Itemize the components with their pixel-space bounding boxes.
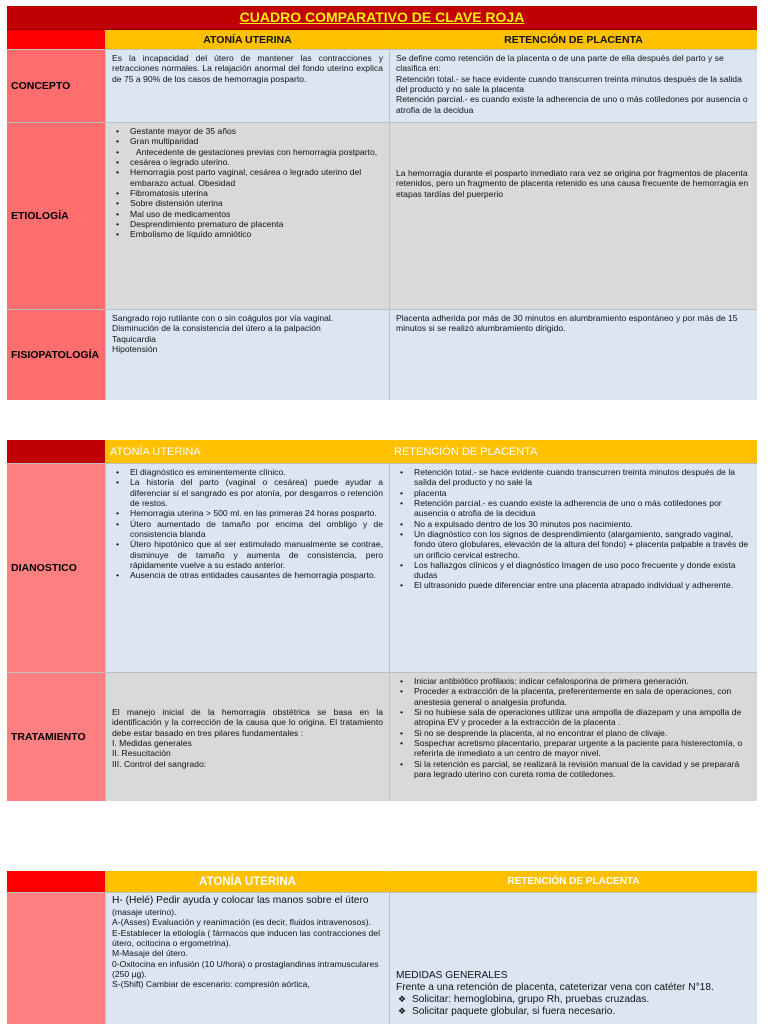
list-item: • Embolismo de líquido amniótico [112, 229, 383, 239]
hemos-line: 0-Oxitocina en infusión (10 U/hora) o prostaglandinas intramusculares (250 µg). [112, 958, 379, 979]
comparison-table-3 [7, 871, 757, 1024]
list-item: • Iniciar antibiótico profilaxis: indicar cefalosporina de primera generación. [396, 676, 751, 686]
tratamiento-atonia-intro: El manejo inicial de la hemorragia obstétrica se basa en la identificación y la corrección de la causa que lo origina. El tratamiento debe estar basado en tres pilares fundamentales : [112, 707, 383, 738]
row-label-tratamiento: TRATAMIENTO [7, 673, 106, 801]
list-item: • Útero aumentado de tamaño por encima del ombligo y de consistencia blanda [112, 519, 383, 540]
list-item: • Si la retención es parcial, se realizará la revisión manual de la cavidad y se preparará para legrado uterino con cureta roma de cotiledones. [396, 759, 751, 780]
tratamiento-pillar: III. Control del sangrado: [112, 758, 207, 769]
table-row-diagnostico [7, 464, 757, 673]
header-retencion: RETENCIÓN DE PLACENTA [507, 876, 640, 887]
hemos-line: A-(Asses) Evaluación y reanimación (es decir, fluidos intravenosos). [112, 917, 371, 928]
list-item: • placenta [396, 488, 751, 498]
list-item: • Hemorragia uterina > 500 ml. en las primeras 24 horas posparto. [112, 508, 383, 518]
fisiopatologia-retencion: Placenta adherida por más de 30 minutos en alumbramiento espontáneo y por más de 15 minutos si se realizó alumbramiento dirigido. [390, 310, 757, 400]
list-item: • cesárea o legrado uterino. [112, 157, 383, 167]
list-item: • No a expulsado dentro de los 30 minutos pos nacimiento. [396, 519, 751, 529]
manejo-retencion [390, 893, 757, 1024]
comparison-table-2 [7, 440, 757, 801]
row-label-empty [7, 893, 106, 1024]
list-item: • Los hallazgos clínicos y el diagnóstico Imagen de uso poco frecuente y donde exista dudas [396, 560, 751, 581]
fisiopatologia-atonia [106, 310, 390, 400]
fisio-line: Sangrado rojo rutilante con o sin coágulos por vía vaginal. [112, 313, 334, 323]
tratamiento-pillar: II. Resucitación [112, 748, 171, 759]
table-3-header-row [7, 871, 757, 893]
row-label-fisiopatologia: FISIOPATOLOGÍA [7, 310, 106, 400]
list-item: • Si no hubiese sala de operaciones utilizar una ampolla de diazepam y una ampolla de atropina EV y proceder a la extracción de la placenta . [396, 707, 751, 728]
list-item: • Desprendimiento prematuro de placenta [112, 219, 383, 229]
list-item: • Un diagnóstico con los signos de desprendimiento (alargamiento, sangrado vaginal, fondo útero globulares, elevación de la altura del fondo) + placenta palpable a través de un orificio cervical estrecho. [396, 529, 751, 560]
list-item: • Fibromatosis uterina [112, 188, 383, 198]
diagnostico-atonia [106, 464, 390, 672]
concepto-retencion-line: Se define como retención de la placenta o de una parte de ella después del parto y se clasifica en: [396, 53, 724, 74]
list-item: • Útero hipotónico que al ser estimulado manualmente se contrae, disminuye de tamaño y aumenta de consistencia, pero rápidamente vuelve a su estado anterior. [112, 539, 383, 570]
list-item: • Retención parcial.- es cuando existe la adherencia de uno o más cotiledones por ausencia o atrofia de la decidua [396, 498, 751, 519]
row-label-concepto: CONCEPTO [7, 50, 106, 122]
list-item: • Retención total.- se hace evidente cuando transcurren treinta minutos después de la salida del producto y no sale la [396, 467, 751, 488]
diagnostico-retencion-list [396, 467, 751, 591]
list-item: • Hemorragia post parto vaginal, cesárea o legrado uterino del embarazo actual. Obesidad [112, 167, 383, 188]
list-item: • Gestante mayor de 35 años [112, 126, 383, 136]
medidas-generales-intro: Frente a una retención de placenta, cateterizar vena con catéter N°18. [396, 982, 714, 994]
tratamiento-retencion-list [396, 676, 751, 779]
medidas-generales-title: MEDIDAS GENERALES [396, 970, 508, 981]
document-title: CUADRO COMPARATIVO DE CLAVE ROJA [7, 6, 757, 30]
header-retencion: RETENCIÓN DE PLACENTA [504, 34, 643, 46]
table-row-fisiopatologia [7, 310, 757, 400]
concepto-retencion-line: Retención parcial.- es cuando existe la adherencia de uno o más cotiledones por ausencia o atrofia de la decidua [396, 94, 748, 115]
concepto-retencion-line: Retención total.- se hace evidente cuando transcurren treinta minutos después de la salida del producto y no sale la placenta [396, 73, 742, 94]
table-row-etiologia [7, 123, 757, 310]
list-item: • El diagnóstico es eminentemente clínico. [112, 467, 383, 477]
header-atonia: ATONÍA UTERINA [106, 871, 390, 892]
list-item: • Sospechar acretismo placentario, preparar urgente a la paciente para histerectomía, o referirla de inmediato a un centro de mayor nivel. [396, 738, 751, 759]
medidas-generales-list [396, 994, 751, 1018]
etiologia-atonia-list [112, 126, 383, 239]
etiologia-retencion [390, 123, 757, 309]
hemos-line: H- (Helé) Pedir ayuda y colocar las manos sobre el útero [112, 895, 369, 906]
hemos-line: E-Establecer la etiología ( fármacos que inducen las contracciones del útero, ocitocina o ergometrina). [112, 927, 380, 948]
tratamiento-pillar: I. Medidas generales [112, 737, 192, 748]
list-item: • Gran multiparidad [112, 136, 383, 146]
list-item: • El ultrasonido puede diferenciar entre una placenta atrapado individual y adherente. [396, 580, 751, 590]
tratamiento-retencion [390, 673, 757, 801]
table-row-tratamiento [7, 673, 757, 801]
header-corner [7, 30, 106, 49]
comparison-table-1 [7, 30, 757, 400]
list-item: • Sobre distensión uterina [112, 198, 383, 208]
list-item: • Ausencia de otras entidades causantes de hemorragia posparto. [112, 570, 383, 580]
header-atonia: ATONÍA UTERINA [106, 440, 390, 463]
row-label-etiologia: ETIOLOGÍA [7, 123, 106, 309]
list-item: • Mal uso de medicamentos [112, 209, 383, 219]
table-row-manejo [7, 893, 757, 1024]
etiologia-atonia [106, 123, 390, 309]
diagnostico-retencion [390, 464, 757, 672]
list-item: ❖ Solicitar: hemoglobina, grupo Rh, pruebas cruzadas. [396, 994, 751, 1006]
hemos-line: S-(Shift) Cambiar de escenario: compresión aórtica, [112, 979, 310, 990]
list-item: • La historia del parto (vaginal o cesárea) puede ayudar a diferenciar si el sangrado es por atonía, por desgarros o retención de restos. [112, 477, 383, 508]
etiologia-retencion-text: La hemorragia durante el posparto inmediato rara vez se origina por fragmentos de placenta retenidos, pero un fragmento de placenta retenido es una causa frecuente de hemorragia en etapas tardías del puerperio [396, 168, 749, 199]
list-item: • Proceder a extracción de la placenta, preferentemente en sala de operaciones, con anestesia general o analgesia profunda. [396, 686, 751, 707]
list-item: • Si no se desprende la placenta, al no encontrar el plano de clivaje. [396, 728, 751, 738]
fisio-line: Taquicardia [112, 333, 156, 344]
header-corner [7, 440, 106, 463]
tratamiento-atonia [106, 673, 390, 801]
concepto-atonia: Es la incapacidad del útero de mantener las contracciones y retracciones normales. La relajación anormal del fondo uterino explica de 75 a 90% de los casos de hemorragia posparto. [106, 50, 390, 122]
table-2-header-row [7, 440, 757, 464]
header-retencion: RETENCIÓN DE PLACENTA [390, 440, 757, 463]
manejo-atonia [106, 893, 390, 1024]
table-row-concepto [7, 50, 757, 123]
concepto-retencion [390, 50, 757, 122]
fisio-line: Hipotensión [112, 343, 158, 354]
header-corner [7, 871, 106, 892]
hemos-line: M-Masaje del útero. [112, 948, 188, 959]
row-label-diagnostico: DIANOSTICO [7, 464, 106, 672]
diagnostico-atonia-list [112, 467, 383, 580]
fisio-line: Disminución de la consistencia del útero a la palpación [112, 323, 321, 334]
header-atonia: ATONÍA UTERINA [106, 30, 390, 49]
list-item: • Antecedente de gestaciones previas con hemorragia postparto, [112, 147, 383, 157]
hemos-line: (masaje uterino). [112, 907, 177, 918]
list-item: ❖ Solicitar paquete globular, si fuera necesario. [396, 1006, 751, 1018]
table-1-header-row [7, 30, 757, 50]
